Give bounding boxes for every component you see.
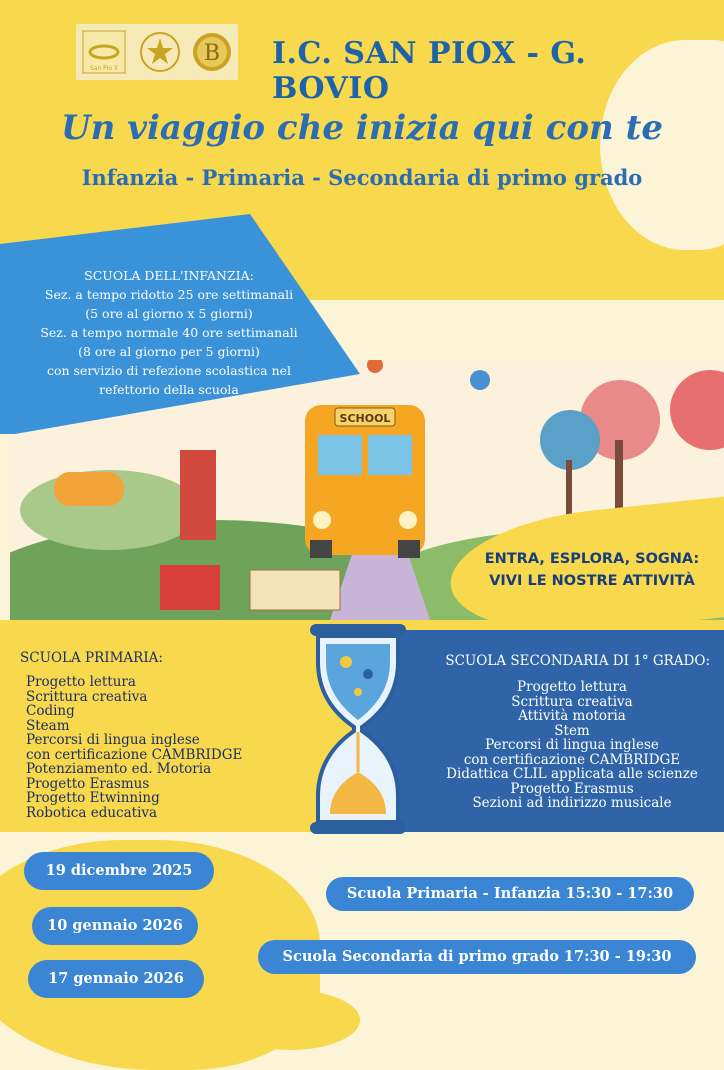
infanzia-info [14, 266, 324, 399]
infanzia-line: Sez. a tempo ridotto 25 ore settimanali [44, 287, 294, 302]
list-item: Attività motoria [518, 708, 626, 724]
page-headline: Un viaggio che inizia qui con te [61, 108, 663, 148]
list-item: Stem [554, 722, 590, 739]
list-item: Didattica CLIL applicata alle scienze [446, 766, 698, 782]
time-pill: Scuola Secondaria di primo grado 17:30 - 19:30 [258, 940, 696, 974]
callout [458, 548, 724, 592]
list-item: Potenziamento ed. Motoria [26, 761, 212, 777]
bovio-logo-icon [190, 30, 234, 74]
list-item: Steam [26, 717, 70, 734]
secondaria-list [420, 680, 724, 811]
infanzia-title: SCUOLA DELL'INFANZIA: [84, 268, 254, 283]
list-item: con certificazione CAMBRIDGE [26, 746, 243, 763]
list-item: Progetto Erasmus [26, 775, 150, 792]
infanzia-line: (5 ore al giorno x 5 giorni) [85, 306, 253, 321]
primaria-title: SCUOLA PRIMARIA: [20, 650, 163, 666]
time-pill: Scuola Primaria - Infanzia 15:30 - 17:30 [326, 877, 694, 911]
bird-icon [470, 370, 490, 390]
school-logo-icon [82, 30, 126, 74]
list-item: Scrittura creativa [511, 693, 633, 710]
list-item: Percorsi di lingua inglese [485, 737, 659, 753]
secondaria-title: SCUOLA SECONDARIA DI 1° GRADO: [445, 653, 710, 669]
page-subheadline: Infanzia - Primaria - Secondaria di primo grado [81, 165, 643, 190]
date-pill: 10 gennaio 2026 [32, 907, 198, 945]
bottom-yellow-blob-small [220, 990, 360, 1050]
list-item: Progetto lettura [517, 679, 627, 695]
school-name: I.C. SAN PIOX - G. BOVIO [272, 36, 587, 106]
list-item: Progetto Etwinning [26, 790, 160, 806]
hourglass-icon [306, 622, 410, 836]
list-item: Progetto lettura [26, 674, 136, 690]
infanzia-line: (8 ore al giorno per 5 giorni) [78, 344, 260, 359]
tunnel-icon [54, 472, 124, 506]
republic-emblem-icon [138, 30, 182, 74]
infanzia-line: refettorio della scuola [99, 382, 239, 397]
list-item: Scrittura creativa [26, 688, 148, 705]
list-item: Percorsi di lingua inglese [26, 732, 200, 748]
list-item: con certificazione CAMBRIDGE [463, 751, 681, 768]
date-pill: 19 dicembre 2025 [24, 852, 214, 890]
svg-text:B: B [203, 41, 221, 66]
infanzia-line: con servizio di refezione scolastica nel [46, 363, 292, 378]
callout-line-2: VIVI LE NOSTRE ATTIVITÀ [489, 573, 695, 589]
date-pill: 17 gennaio 2026 [28, 960, 204, 998]
logo-text: San Pio X [89, 65, 119, 72]
list-item: Robotica educativa [26, 804, 158, 821]
primaria-list [26, 675, 242, 820]
infanzia-line: Sez. a tempo normale 40 ore settimanali [40, 325, 298, 340]
callout-line-1: ENTRA, ESPLORA, SOGNA: [484, 551, 700, 567]
open-book-icon [250, 570, 340, 610]
bus-sign: SCHOOL [339, 412, 391, 425]
list-item: Progetto Erasmus [510, 780, 634, 797]
list-item: Sezioni ad indirizzo musicale [472, 795, 672, 811]
list-item: Coding [26, 703, 75, 719]
books-icon [180, 450, 216, 540]
